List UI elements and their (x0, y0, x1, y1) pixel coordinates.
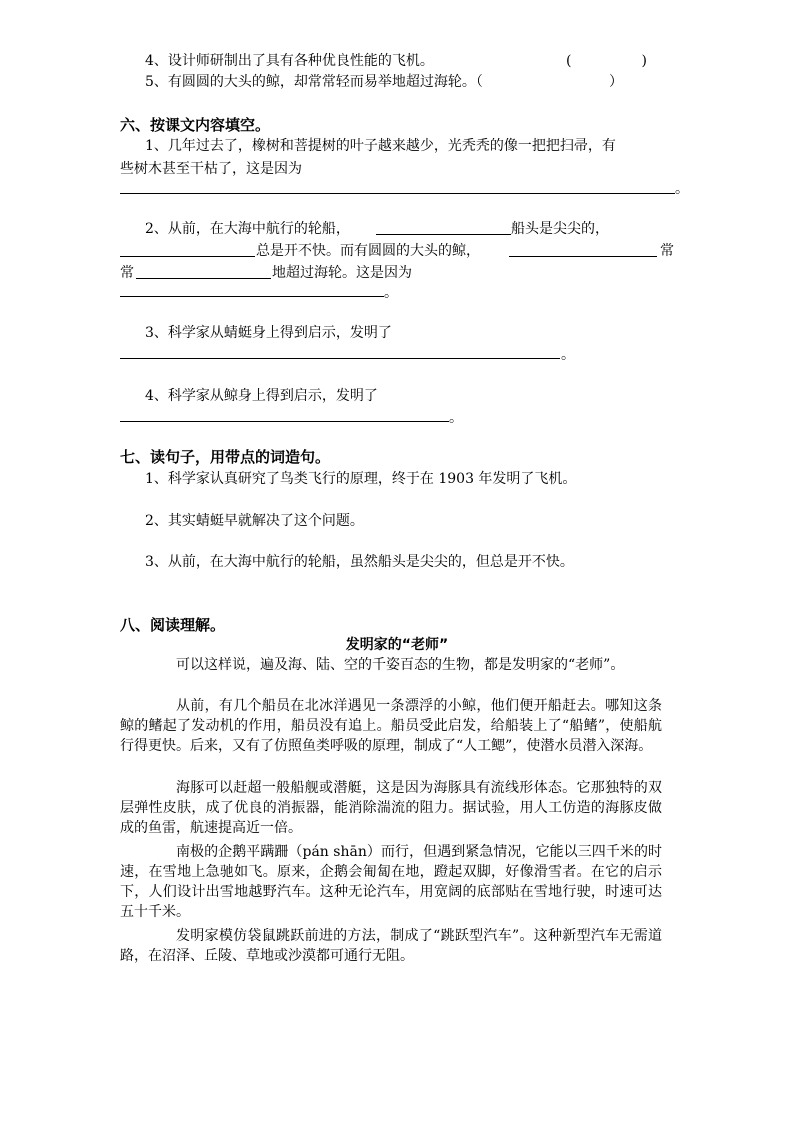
s6-q3-answer-line[interactable] (120, 358, 560, 359)
s6-q2-period: 。 (384, 285, 398, 301)
passage-paragraph-2: 从前，有几个船员在北冰洋遇见一条漂浮的小鲸，他们便开船赶去。哪知这条鲸的鳍起了发动机的作用，船员没有追上。船员受此启发，给船装上了“船鳍”，使船航行得更快。后来，又有了仿照鱼类呼吸的原理，制成了“人工鳃”，使潜水员潜入深海。 (120, 698, 662, 754)
judge-item-5: 5、有圆圆的大头的鲸，却常常轻而易举地超过海轮。（ (145, 74, 483, 90)
s6-q4-period: 。 (449, 410, 463, 426)
s6-q2-part-b: 船头是尖尖的， (511, 221, 609, 237)
s6-q4: 4、科学家从鲸身上得到启示，发明了 (145, 388, 378, 404)
s6-q4-answer-line[interactable] (120, 421, 449, 422)
section-7-heading: 七、读句子，用带点的词造句。 (120, 448, 331, 466)
s6-q2-answer-line[interactable] (120, 296, 384, 297)
s6-q1-line1: 1、几年过去了，橡树和菩提树的叶子越来越少，光秃秃的像一把把扫帚，有 (145, 138, 616, 154)
judge-item-4: 4、设计师研制出了具有各种优良性能的飞机。 (145, 53, 434, 69)
passage-title: 发明家的“老师” (345, 637, 449, 653)
s6-q2-part-d: 常 (660, 243, 674, 259)
s6-q2-blank-1[interactable] (376, 234, 511, 235)
s6-q2-part-c: 总是开不快。而有圆圆的大头的鲸， (256, 243, 480, 259)
s6-q2-blank-2[interactable] (120, 256, 255, 257)
judge-item-5-paren-close: ） (609, 74, 623, 90)
s6-q2-blank-4[interactable] (136, 278, 271, 279)
section-6-heading: 六、按课文内容填空。 (120, 116, 271, 134)
s7-sentence-1: 1、科学家认真研究了鸟类飞行的原理，终于在 1903 年发明了飞机。 (145, 471, 577, 487)
s6-q3: 3、科学家从蜻蜓身上得到启示，发明了 (145, 325, 392, 341)
passage-paragraph-4: 南极的企鹅平蹒跚（pán shān）而行，但遇到紧急情况，它能以三四千米的时速，在雪地上急驰如飞。原来，企鹅会匍匐在地，蹬起双脚，好像滑雪者。在它的启示下，人们设计出雪地越野汽车。这种无论汽车，用宽阔的底部贴在雪地行驶，时速可达五十千米。 (120, 844, 662, 920)
s6-q1-answer-line[interactable] (120, 193, 675, 194)
s7-sentence-3: 3、从前，在大海中航行的轮船，虽然船头是尖尖的，但总是开不快。 (145, 554, 574, 570)
s6-q3-period: 。 (561, 347, 575, 363)
s6-q1-line2: 些树木甚至干枯了，这是因为 (120, 161, 302, 177)
s6-q2-part-e: 常 (120, 265, 134, 281)
s7-sentence-2: 2、其实蜻蜓早就解决了这个问题。 (145, 513, 364, 529)
s6-q2-blank-3[interactable] (509, 256, 657, 257)
s6-q1-period: 。 (675, 181, 689, 197)
s6-q2-part-a: 2、从前，在大海中航行的轮船， (145, 221, 350, 237)
passage-paragraph-5: 发明家模仿袋鼠跳跃前进的方法，制成了“跳跃型汽车”。这种新型汽车无需道路，在沼泽、丘陵、草地或沙漠都可通行无阻。 (120, 928, 662, 964)
judge-item-4-paren[interactable]: ( ) (566, 53, 647, 69)
passage-paragraph-3: 海豚可以赶超一般船舰或潜艇，这是因为海豚具有流线形体态。它那独特的双层弹性皮肤，成了优良的消振器，能消除湍流的阻力。据试验，用人工仿造的海豚皮做成的鱼雷，航速提高近一倍。 (120, 780, 662, 836)
passage-paragraph-1: 可以这样说，遍及海、陆、空的千姿百态的生物，都是发明家的“老师”。 (176, 657, 625, 673)
section-8-heading: 八、阅读理解。 (120, 616, 226, 634)
s6-q2-part-f: 地超过海轮。这是因为 (272, 265, 412, 281)
